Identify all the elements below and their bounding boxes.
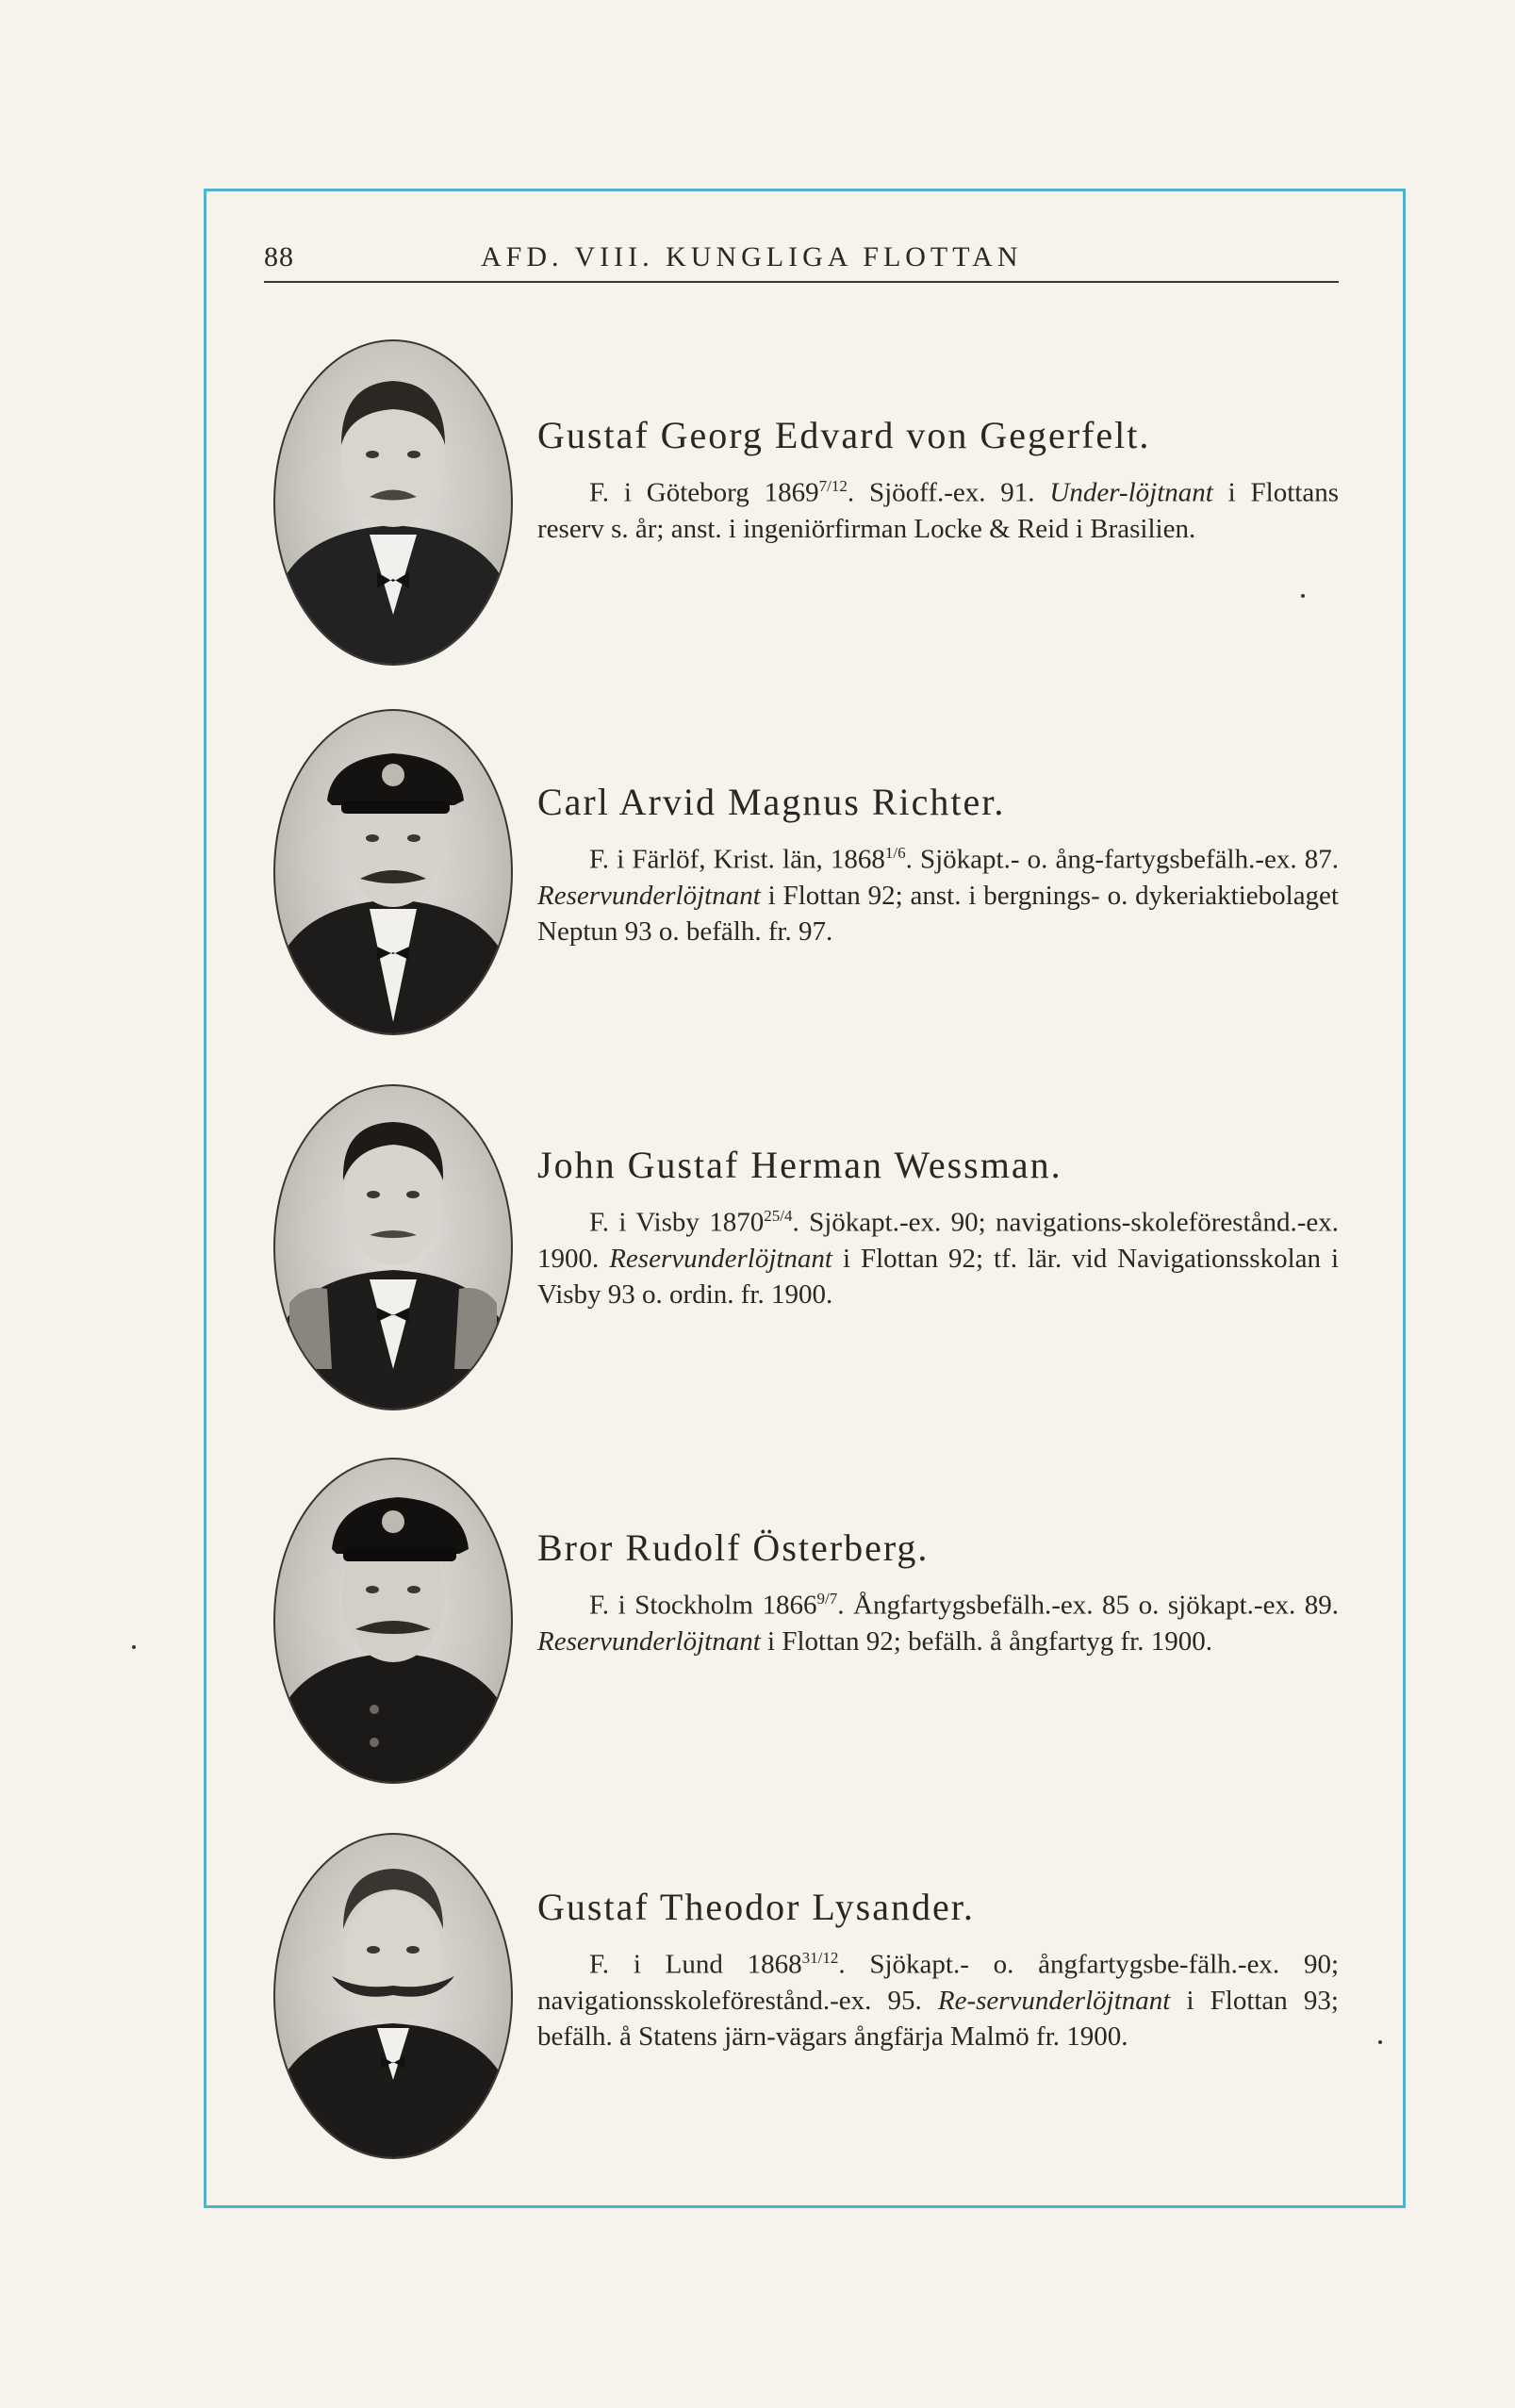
biography-text: F. i Visby $1870^{25/4}$. Sjökapt.-ex. 90; navigations-skoleförestånd.-ex. 1900. Reservunderlöjtnant i Flottan 92; tf. lär. vid Navigationsskolan i Visby 93 o. ordin. fr. 1900. <box>537 1207 1340 1310</box>
print-speck <box>1378 2040 1382 2044</box>
page-number: 88 <box>264 241 294 272</box>
biography-text-block <box>537 1143 1339 1312</box>
biography-text-block <box>537 780 1339 949</box>
biography-text: F. i Göteborg $1869^{7/12}$. Sjöoff.-ex. 91. Under-löjtnant i Flottans reserv s. år; anst. i ingeniörfirman Locke & Reid i Brasilien. <box>537 477 1340 544</box>
running-header <box>264 238 1339 283</box>
portrait-figure <box>275 711 511 1033</box>
person-name: Gustaf Theodor Lysander. <box>537 1886 975 1928</box>
print-speck <box>1301 594 1305 598</box>
section-title: AFD. VIII. KUNGLIGA FLOTTAN <box>481 241 1023 272</box>
biography-entry <box>264 1833 1358 2163</box>
biography-text: F. i Lund $1868^{31/12}$. Sjökapt.- o. ångfartygsbe-fälh.-ex. 90; navigationsskoleförestånd.-ex. 95. Re-servunderlöjtnant i Flottan 93; befälh. å Statens järn-vägars ångfärja Malmö fr. 1900. <box>537 1949 1340 2052</box>
biography-entry <box>264 1458 1358 1788</box>
person-name: Gustaf Georg Edvard von Gegerfelt. <box>537 414 1151 456</box>
person-name: John Gustaf Herman Wessman. <box>537 1144 1062 1186</box>
biography-text-block <box>537 1526 1339 1659</box>
biography-text: F. i Stockholm $1866^{9/7}$. Ångfartygsbefälh.-ex. 85 o. sjökapt.-ex. 89. Reservunderlöjtnant i Flottan 92; befälh. å ångfartyg fr. 1900. <box>537 1590 1339 1657</box>
person-name: Bror Rudolf Österberg. <box>537 1526 930 1569</box>
portrait-figure <box>275 341 511 664</box>
portrait-figure <box>275 1086 511 1409</box>
portrait-figure <box>275 1835 511 2157</box>
portrait-photo <box>273 339 513 666</box>
biography-text-block <box>537 413 1339 547</box>
biography-entry <box>264 339 1358 669</box>
biography-entry <box>264 709 1358 1039</box>
portrait-photo <box>273 1458 513 1784</box>
biography-text-block <box>537 1885 1339 2054</box>
portrait-photo <box>273 709 513 1035</box>
person-name: Carl Arvid Magnus Richter. <box>537 781 1006 823</box>
portrait-photo <box>273 1833 513 2159</box>
biography-text: F. i Färlöf, Krist. län, $1868^{1/6}$. Sjökapt.- o. ång-fartygsbefälh.-ex. 87. Reservunderlöjtnant i Flottan 92; anst. i bergnings- o. dykeriaktiebolaget Neptun 93 o. befälh. fr. 97. <box>537 844 1339 947</box>
biography-entry <box>264 1084 1358 1414</box>
portrait-figure <box>275 1460 511 1782</box>
print-speck <box>132 1645 136 1649</box>
portrait-photo <box>273 1084 513 1410</box>
